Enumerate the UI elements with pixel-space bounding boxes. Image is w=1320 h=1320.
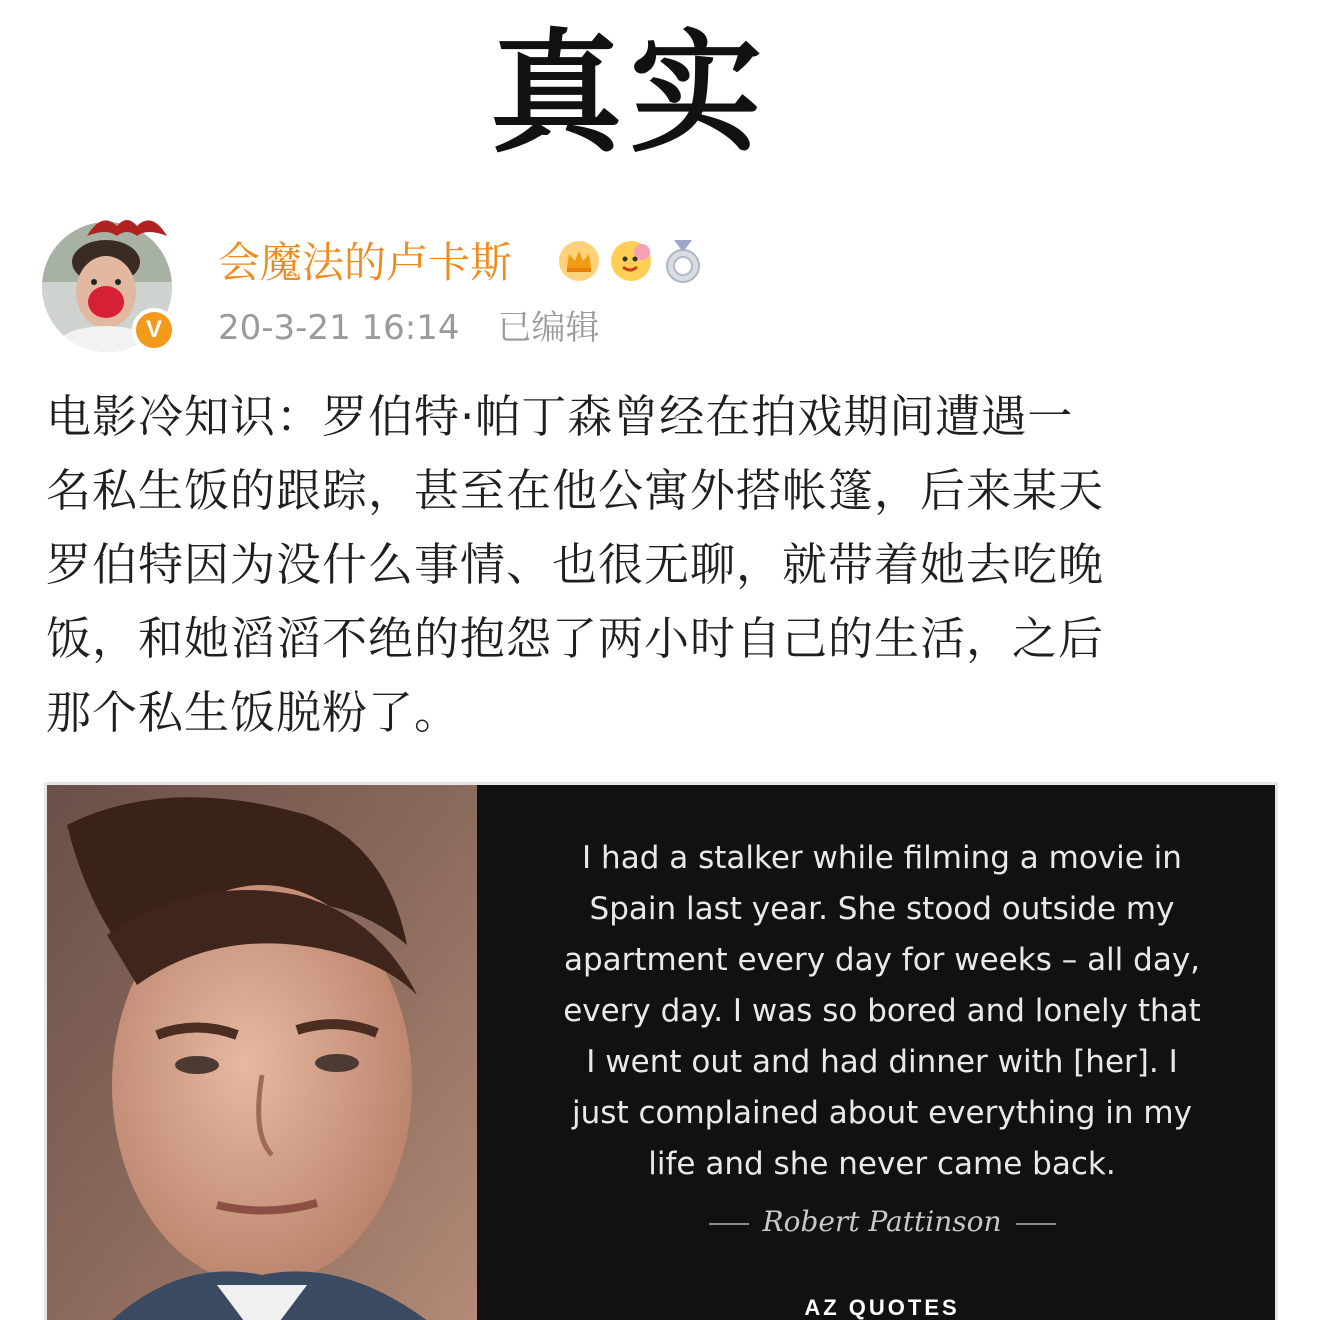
post-body (46, 380, 1286, 750)
author-divider-right (1016, 1223, 1056, 1225)
portrait-photo (47, 785, 477, 1320)
quote-image-attachment[interactable] (44, 782, 1278, 1320)
post-text-line: 电影冷知识：罗伯特·帕丁森曾经在拍戏期间遭遇一 (46, 390, 1074, 443)
medal-badge-icon[interactable] (660, 238, 706, 284)
edited-label[interactable]: 已编辑 (497, 308, 600, 348)
bat-decoration-icon (82, 206, 172, 246)
post-text-line: 罗伯特因为没什么事情、也很无聊，就带着她去吃晚 (46, 538, 1105, 591)
quote-author (527, 1205, 1237, 1238)
crown-badge-icon[interactable] (556, 238, 602, 284)
quote-line: just complained about everything in my (572, 1095, 1192, 1131)
quote-line: life and she never came back. (648, 1146, 1116, 1182)
post-text-line: 那个私生饭脱粉了。 (46, 686, 461, 739)
quote-line: I had a stalker while filming a movie in (582, 840, 1182, 876)
post-timestamp[interactable]: 20-3-21 16:14 (218, 308, 460, 348)
verified-badge-icon: V (132, 308, 176, 352)
azquotes-logo: AZ QUOTES (804, 1295, 960, 1320)
post-text-line: 名私生饭的跟踪，甚至在他公寓外搭帐篷，后来某天 (46, 464, 1105, 517)
flower-face-badge-icon[interactable] (608, 238, 654, 284)
quote-line: Spain last year. She stood outside my (589, 891, 1175, 927)
quote-line: I went out and had dinner with [her]. I (586, 1044, 1178, 1080)
quote-text (527, 833, 1237, 1190)
quote-author-name: Robert Pattinson (762, 1205, 1002, 1238)
post-meta (218, 306, 600, 350)
post-text-line: 饭，和她滔滔不绝的抱怨了两小时自己的生活，之后 (46, 612, 1105, 665)
author-divider-left (709, 1223, 749, 1225)
user-badges (556, 238, 706, 284)
username-link[interactable]: 会魔法的卢卡斯 (218, 238, 513, 287)
quote-line: apartment every day for weeks – all day, (563, 942, 1201, 978)
headline-title: 真实 (490, 17, 770, 171)
quote-line: every day. I was so bored and lonely that (563, 993, 1201, 1029)
